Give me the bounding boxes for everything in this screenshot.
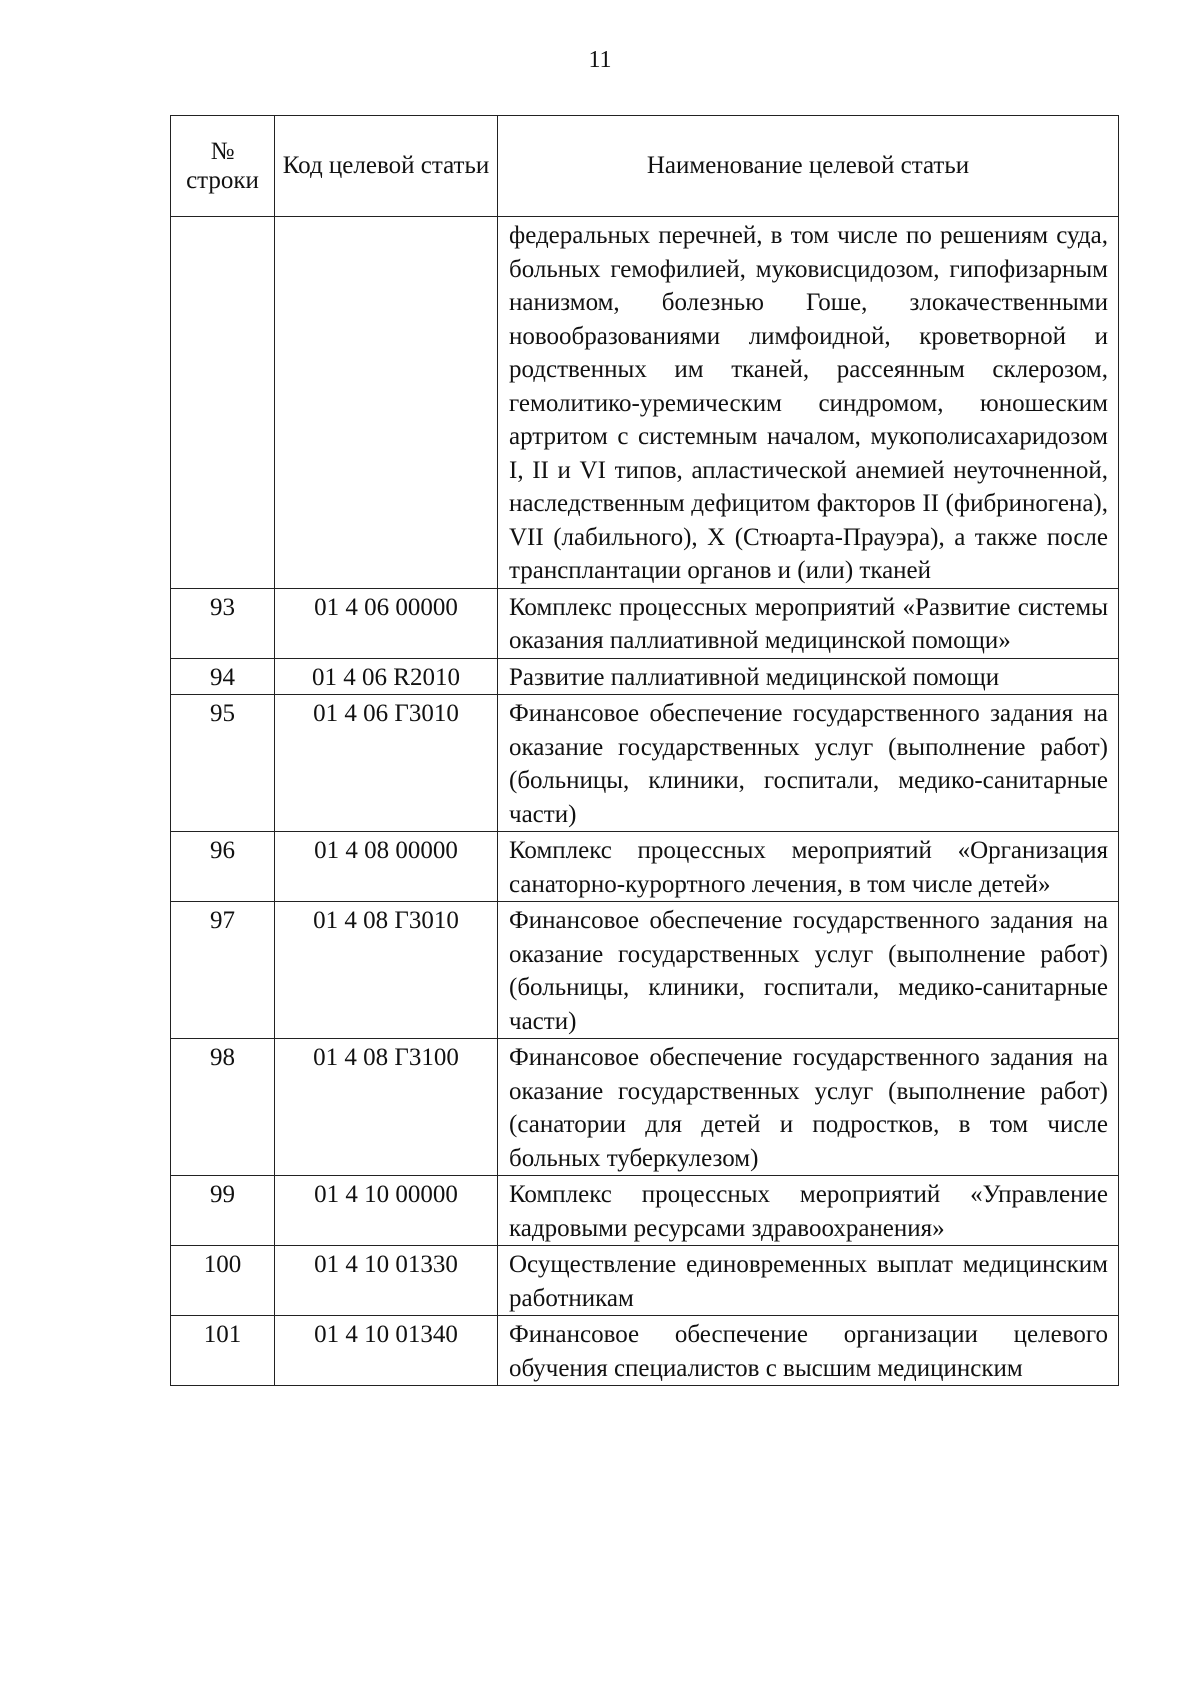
target-code: 01 4 06 00000 [275, 588, 498, 658]
row-number: 98 [171, 1039, 275, 1176]
target-name: Финансовое обеспечение государственного задания на оказание государственных услуг (выполнение работ) (санатории для детей и подростков, в том числе больных туберкулезом) [498, 1039, 1119, 1176]
target-code: 01 4 10 00000 [275, 1176, 498, 1246]
target-items-table [170, 115, 1119, 1386]
target-name: федеральных перечней, в том числе по решениям суда, больных гемофилией, муковисцидозом, гипофизарным нанизмом, болезнью Гоше, злокачественными новообразованиями лимфоидной, кроветворной и родственных им тканей, рассеянным склерозом, гемолитико-уремическим синдромом, юношеским артритом с системным началом, мукополисахаридозом I, II и VI типов, апластической анемией неуточненной, наследственным дефицитом факторов II (фибриногена), VII (лабильного), X (Стюарта-Прауэра), а также после трансплантации органов и (или) тканей [498, 217, 1119, 589]
target-code: 01 4 06 Г3010 [275, 695, 498, 832]
row-number: 97 [171, 902, 275, 1039]
target-code [275, 217, 498, 589]
row-number [171, 217, 275, 589]
row-number: 99 [171, 1176, 275, 1246]
target-name: Осуществление единовременных выплат медицинским работникам [498, 1246, 1119, 1316]
table-row [171, 695, 1119, 832]
target-code: 01 4 06 R2010 [275, 658, 498, 695]
header-target-name: Наименование целевой статьи [498, 116, 1119, 217]
target-code: 01 4 10 01330 [275, 1246, 498, 1316]
target-code: 01 4 08 Г3010 [275, 902, 498, 1039]
table-row [171, 1176, 1119, 1246]
target-code: 01 4 10 01340 [275, 1316, 498, 1386]
row-number: 94 [171, 658, 275, 695]
table-row [171, 1039, 1119, 1176]
table-row [171, 217, 1119, 589]
row-number: 95 [171, 695, 275, 832]
page-number: 11 [588, 47, 612, 73]
table-row [171, 588, 1119, 658]
target-name: Финансовое обеспечение государственного задания на оказание государственных услуг (выполнение работ) (больницы, клиники, госпитали, медико-санитарные части) [498, 902, 1119, 1039]
table-header-row [171, 116, 1119, 217]
target-name: Комплекс процессных мероприятий «Организация санаторно-курортного лечения, в том числе детей» [498, 832, 1119, 902]
table-row [171, 832, 1119, 902]
target-name: Развитие паллиативной медицинской помощи [498, 658, 1119, 695]
row-number: 93 [171, 588, 275, 658]
target-code: 01 4 08 Г3100 [275, 1039, 498, 1176]
header-target-code: Код целевой статьи [275, 116, 498, 217]
target-name: Комплекс процессных мероприятий «Управление кадровыми ресурсами здравоохранения» [498, 1176, 1119, 1246]
row-number: 100 [171, 1246, 275, 1316]
table-row [171, 658, 1119, 695]
target-name: Комплекс процессных мероприятий «Развитие системы оказания паллиативной медицинской помощи» [498, 588, 1119, 658]
table-row [171, 902, 1119, 1039]
table-row [171, 1246, 1119, 1316]
target-code: 01 4 08 00000 [275, 832, 498, 902]
table-row [171, 1316, 1119, 1386]
row-number: 96 [171, 832, 275, 902]
target-name: Финансовое обеспечение государственного задания на оказание государственных услуг (выполнение работ) (больницы, клиники, госпитали, медико-санитарные части) [498, 695, 1119, 832]
target-name: Финансовое обеспечение организации целевого обучения специалистов с высшим медицинским [498, 1316, 1119, 1386]
row-number: 101 [171, 1316, 275, 1386]
header-row-number: № строки [171, 116, 275, 217]
